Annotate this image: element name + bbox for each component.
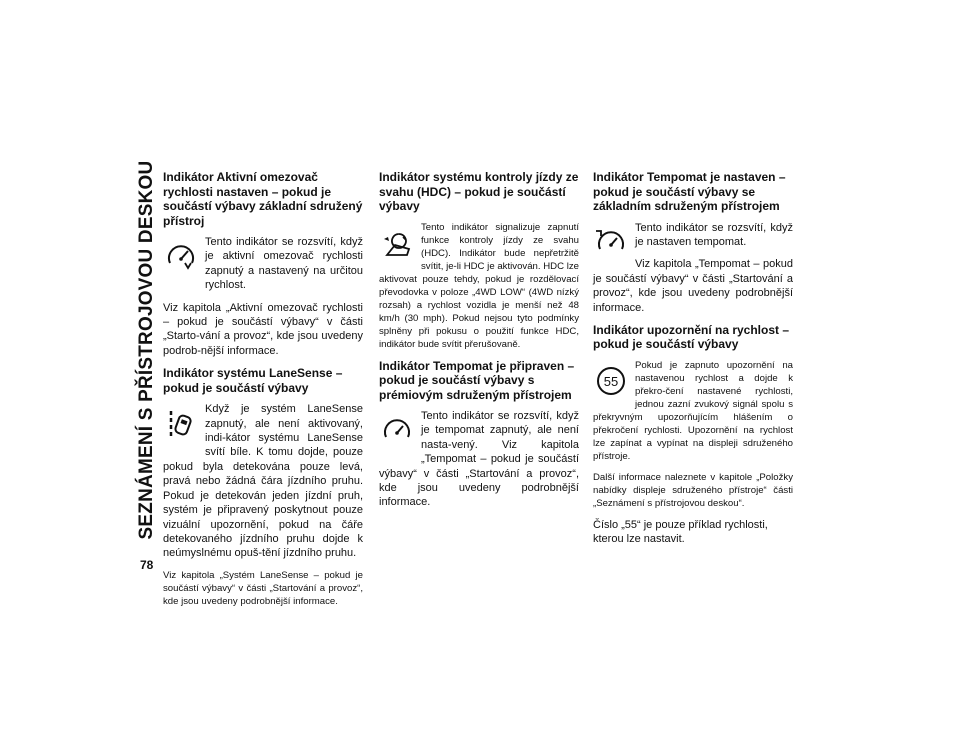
cruise-set-icon bbox=[593, 223, 629, 263]
section-text: Viz kapitola „Systém LaneSense – pokud je součástí výbavy“ v části „Startování a provoz“, kde jsou uvedeny podrobnější informace. bbox=[163, 569, 363, 607]
section-text: Další informace naleznete v kapitole „Položky nabídky displeje sdruženého přístroje“ části „Seznámení s přístrojovou deskou“. bbox=[593, 471, 793, 509]
section-heading: Indikátor upozornění na rychlost – pokud je součástí výbavy bbox=[593, 322, 790, 352]
section-text: Viz kapitola „Aktivní omezovač rychlosti – pokud je součástí výbavy“ v části „Starto-vání a provoz“, kde jsou uvedeny podrob-nější informace. bbox=[163, 301, 363, 357]
section-heading: Indikátor Tempomat je připraven – pokud je součástí výbavy s prémiovým sdruženým přístrojem bbox=[379, 358, 575, 402]
column-3 bbox=[593, 170, 793, 555]
section-heading: Indikátor Tempomat je nastaven – pokud je součástí výbavy se základním sdruženým přístrojem bbox=[593, 170, 786, 213]
cruise-ready-icon bbox=[379, 411, 415, 451]
section-text: Tento indikátor se rozsvítí, když je aktivní omezovač rychlosti zapnutý a nastavený na určitou rychlost. bbox=[205, 236, 363, 292]
chapter-title-text: SEZNÁMENÍ S PŘÍSTROJOVOU DESKOU bbox=[136, 160, 157, 540]
column-1 bbox=[163, 170, 363, 616]
section-heading: Indikátor systému kontroly jízdy ze svahu (HDC) – pokud je součástí výbavy bbox=[379, 170, 579, 213]
section-text: Když je systém LaneSense zapnutý, ale není aktivovaný, indi-kátor systému LaneSense svítí bíle. K tomu dojde, pouze pokud byla detekována pouze levá, pravá nebo žádná čára jízdního pruhu. Pokud je detekován jeden jízdní pruh, systém je připravený poskytnout pouze vizuální upozornění, pokud na čáře detekovaného jízdního pruhu dojde k neúmyslnému opuš-tění jízdního pruhu. bbox=[163, 403, 363, 560]
section-text: Pokud je zapnuto upozornění na nastavenou rychlost a dojde k překro-čení nastavené rychlosti, jednou zazní zvukový signál spolu s překryvným upozorňujícím hlášením o překročení rychlosti. Upozornění na rychlost lze zapínat a vypínat na displeji sdruženého přístroje. bbox=[593, 359, 793, 462]
hill-descent-icon bbox=[379, 223, 415, 263]
lanesense-icon bbox=[163, 404, 199, 444]
section-heading: Indikátor Aktivní omezovač rychlosti nastaven – pokud je součástí výbavy základní sdružený přístroj bbox=[163, 170, 363, 228]
speed-value: 55 bbox=[603, 373, 619, 389]
section-text: Viz kapitola „Tempomat – pokud je součástí výbavy“ v části „Startování a provoz“, kde jsou uvedeny podrobnější informace. bbox=[593, 258, 793, 314]
section-text: Tento indikátor signalizuje zapnutí funkce kontroly jízdy ze svahu (HDC). Indikátor bude nepřetržitě svítit, je-li HDC je aktivován. HDC lze aktivovat pouze tehdy, pokud je rozdělovací převodovka v poloze „4WD LOW“ (4WD nízký rozsah) a rychlost vozidla je menší než 48 km/h (30 mph). Pokud nejsou tyto podmínky splněny při pokusu o použití funkce HDC, indikátor bude svítit přerušovaně. bbox=[379, 221, 579, 350]
section-text: Tento indikátor se rozsvítí, když je nastaven tempomat. bbox=[635, 221, 793, 248]
section-text: Tento indikátor se rozsvítí, když je tempomat zapnutý, ale není nasta-vený. Viz kapitola „Tempomat – pokud je součástí výbavy“ v části „Startování a provoz“, kde jsou uvedeny podrobnější informace. bbox=[379, 410, 579, 509]
page-number: 78 bbox=[140, 558, 154, 572]
speed-warning-icon bbox=[593, 361, 629, 401]
section-heading: Indikátor systému LaneSense – pokud je součástí výbavy bbox=[163, 366, 343, 395]
section-text: Číslo „55“ je pouze příklad rychlosti, kterou lze nastavit. bbox=[593, 518, 768, 546]
column-2 bbox=[379, 170, 579, 518]
speed-limiter-icon bbox=[163, 237, 199, 277]
chapter-title bbox=[134, 160, 160, 540]
